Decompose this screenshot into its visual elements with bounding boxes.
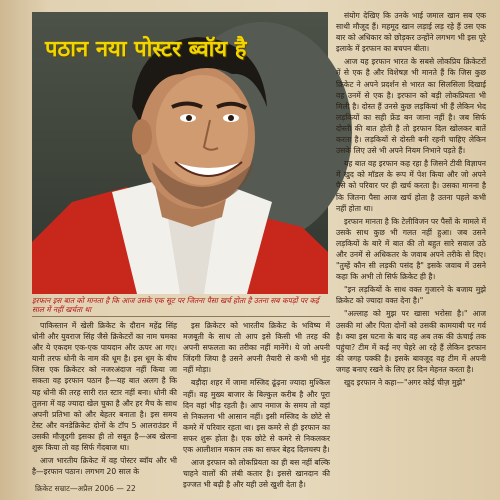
paragraph: संयोग देखिए कि उनके भाई जमाल खान सब एक साथी मौजूद हैं। महमूद खान लड़ाई लड़ रहे हैं उस एक बार को अधिकार को छोड़कर उन्होंने लगभग भी इस पूरे इलाके में इरफान का बचपन बीता।	[336, 11, 486, 54]
headline: पठान नया पोस्टर ब्वॉय है	[45, 37, 247, 62]
photo-caption: इरफान इस बात को मानता है कि आज उसके एक सूट पर जितना पैसा खर्च होता है उतना सब कपड़ों पर कई साल में नहीं खर्चता था	[32, 296, 319, 314]
article-column-3	[336, 10, 486, 488]
page-footer: क्रिकेट सम्राट—अप्रैल 2006 — 22	[35, 484, 136, 493]
divider	[32, 316, 330, 317]
paragraph: आज यह इरफान भारत के सबसे लोकप्रिय क्रिकेटरों में से एक है और विशेषज्ञ भी मानते हैं कि जिस कुछ क्रिकेट ने अपने प्रदर्शन से भारत का सिलसिला दिखाई वह उनमें से एक है। इरफान को बड़ी लोकप्रियता भी मिली है। दोस्त हैं उनसे कुछ लड़कियां भी हैं लेकिन भेद लड़कियों का सही फ्रेंड बन जाना नहीं है। जब सिर्फ दोस्ती की बात होती है तो इरफान दिल खोलकर बातें करता है। लड़कियों से दोस्ती बनी रहनी चाहिए लेकिन उसके लिए उसे भी अपने नियम निभाने पड़ते हैं।	[336, 57, 486, 156]
paragraph: आज इरफान को लोकप्रियता का ही बस नहीं बल्कि चाहने वालों की लंबी कतार है। इससे खानदान की इज्जत भी बढ़ी है और यही उसे खुशी देता है।	[183, 458, 330, 490]
paragraph: इरफान मानता है कि टेलीविजन पर पैसों के मामले में उसके साथ कुछ भी गलत नहीं हुआ। जब उसने लड़कियों के बारे में बात की तो बहुत सारे सवाल उठे और उनमें से अधिकतर के जवाब अपने तरीके से दिए। "तुम्हें कौन सी लड़की पसंद है" इसके जवाब में उसने कहा कि अभी तो सिर्फ क्रिकेट ही है।	[336, 216, 486, 282]
paragraph: यह बात वह इरफान कह रहा है जिसने टीवी विज्ञापन में खुद को मॉडल के रूप में पेश किया और जो अपने पैसे को परिवार पर ही खर्च करता है। उसका मानना है कि जितना पैसा आज खर्च होता है उतना पहले कभी नहीं होता था।	[336, 159, 486, 213]
paragraph: "इन लड़कियों के साथ वक्त गुजारने के बजाय मुझे क्रिकेट को ज्यादा वक्त देना है।"	[336, 285, 486, 306]
paragraph: खुद इरफान ने कहा—"अगर कोई चीज़ मुझे"	[344, 378, 466, 387]
article-column-1	[32, 320, 177, 482]
paragraph: "अल्लाह को मुझ पर खासा भरोसा है।" आज उसकी मां और पिता दोनों को उसकी कामयाबी पर गर्व है। क्या इस घटना के बाद वह अब तक की ऊंचाई तक पहुंचा? टीम में कई नए चेहरे आ रहे हैं लेकिन इरफान की जगह पक्की है। इसके बावजूद वह टीम में अपनी जगह बनाए रखने के लिए हर दिन मेहनत करता है।	[336, 309, 486, 374]
article-column-2	[183, 320, 330, 490]
paragraph: आज भारतीय क्रिकेट में वह पोस्टर ब्वॉय और भी है—इरफान पठान। लगभग 20 साल के	[32, 456, 177, 477]
paragraph: पाकिस्तान में खेली क्रिकेट के दौरान महेंद्र सिंह धोनी और युवराज सिंह जैसे क्रिकेटरों का नाम चमका और ये एकदम एक-एक पायदान और ऊपर आ गए। यानी तरफ धोनी के नाम की धूम है। इस धूम के बीच जिस एक क्रिकेटर को नजरअंदाज नहीं किया जा सकता वह इरफान पठान है—यह बात अलग है कि यह धोनी की तरह सारी रात स्टार नहीं बना। धोनी की तुलना में वह ज्यादा खेल चुका है और हर मैच के साथ अपनी प्रतिभा को और बेहतर बनाता है। इस समय टेस्ट और वनडेक्रिकेट दोनों के टॉप 5 आलराउंडर में उसकी मौजूदगी इसका ही तो सबूत है—अब खेलना शुरू किया तो वह सिर्फ गेंदबाज था।	[32, 321, 177, 453]
paragraph: इस क्रिकेटर को भारतीय क्रिकेट के भविष्य में मजबूती के साथ तो आप इसे किसी भी तरह की अपनी सफलता का तरीका नहीं मानेंगे। ये जो अपनी जिंदगी जिया है उसने अपनी तैयारी से कभी भी मुंह नहीं मोड़ा।	[183, 321, 330, 375]
paragraph: बड़ौदा शहर में जामा मस्जिद ढूंढ़ना ज्यादा मुश्किल नहीं। वह मुख्य बाजार के बिल्कुल करीब है और पूरा दिन वहां भीड़ रहती है। आप नमाज के समय तो वहां से निकलना भी आसान नहीं। इसी मस्जिद के छोटे से कमरे में परिवार रहता था। इस कमरे से ही इरफान का सफर शुरू होता है। एक छोटे से कमरे से निकलकर एक आलीशान मकान तक का सफर बेहद दिलचस्प है।	[183, 378, 330, 455]
